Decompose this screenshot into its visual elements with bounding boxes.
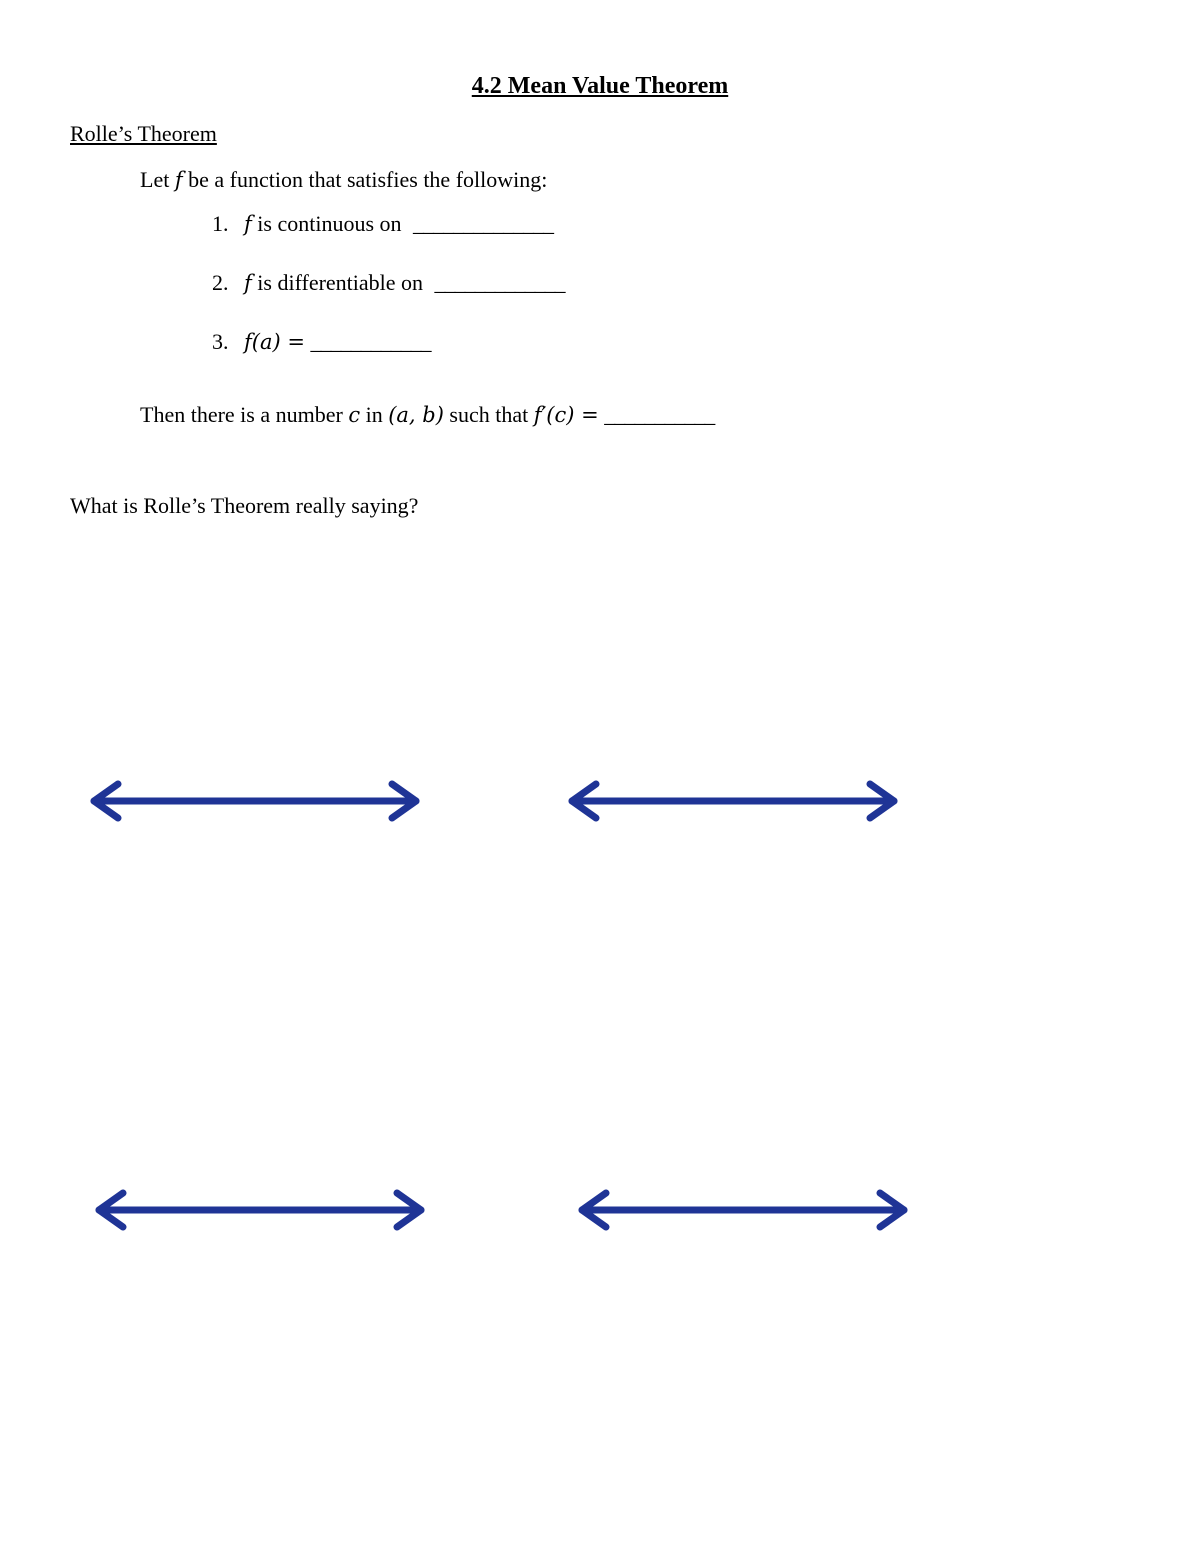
question-text: What is Rolle’s Theorem really saying? (70, 493, 419, 518)
condition-text: is continuous on (257, 211, 402, 236)
condition-2 (212, 272, 565, 294)
page-title (0, 74, 1200, 98)
double-arrow-icon (91, 1189, 431, 1233)
section-heading: Rolle’s Theorem (70, 121, 217, 146)
page-title-text: 4.2 Mean Value Theorem (471, 73, 729, 99)
double-arrow-shape (582, 1193, 904, 1227)
conclusion-text-3: such that (449, 402, 529, 427)
intro-line (140, 169, 547, 191)
answer-blank: ____________ (310, 329, 431, 354)
intro-prefix: Let (140, 167, 170, 192)
condition-function-symbol: f (244, 271, 252, 295)
double-arrow-shape (94, 784, 416, 818)
double-arrow-shape (99, 1193, 421, 1227)
conclusion-text-1: Then there is a number (140, 402, 343, 427)
conclusion-symbol-c: c (348, 403, 361, 427)
condition-number: 1. (212, 211, 229, 236)
double-arrow-icon (86, 780, 426, 824)
condition-3 (212, 331, 430, 353)
double-arrow-icon (564, 780, 904, 824)
answer-blank: ___________ (604, 402, 715, 427)
double-arrow-shape (572, 784, 894, 818)
condition-function-symbol: f (244, 212, 252, 236)
conclusion-text-2: in (365, 402, 383, 427)
condition-text: is differentiable on (257, 270, 424, 295)
intro-suffix: be a function that satisfies the following: (188, 167, 548, 192)
condition-number: 3. (212, 329, 229, 354)
conclusion-line (140, 404, 714, 426)
answer-blank: _____________ (434, 270, 565, 295)
condition-1 (212, 213, 553, 235)
condition-number: 2. (212, 270, 229, 295)
conclusion-expression: f′(c) = (533, 403, 599, 427)
intro-function-symbol: f (174, 168, 183, 192)
answer-blank: ______________ (413, 211, 554, 236)
double-arrow-icon (574, 1189, 914, 1233)
condition-expression: f(a) = (244, 330, 305, 354)
conclusion-interval: (a, b) (388, 403, 444, 427)
